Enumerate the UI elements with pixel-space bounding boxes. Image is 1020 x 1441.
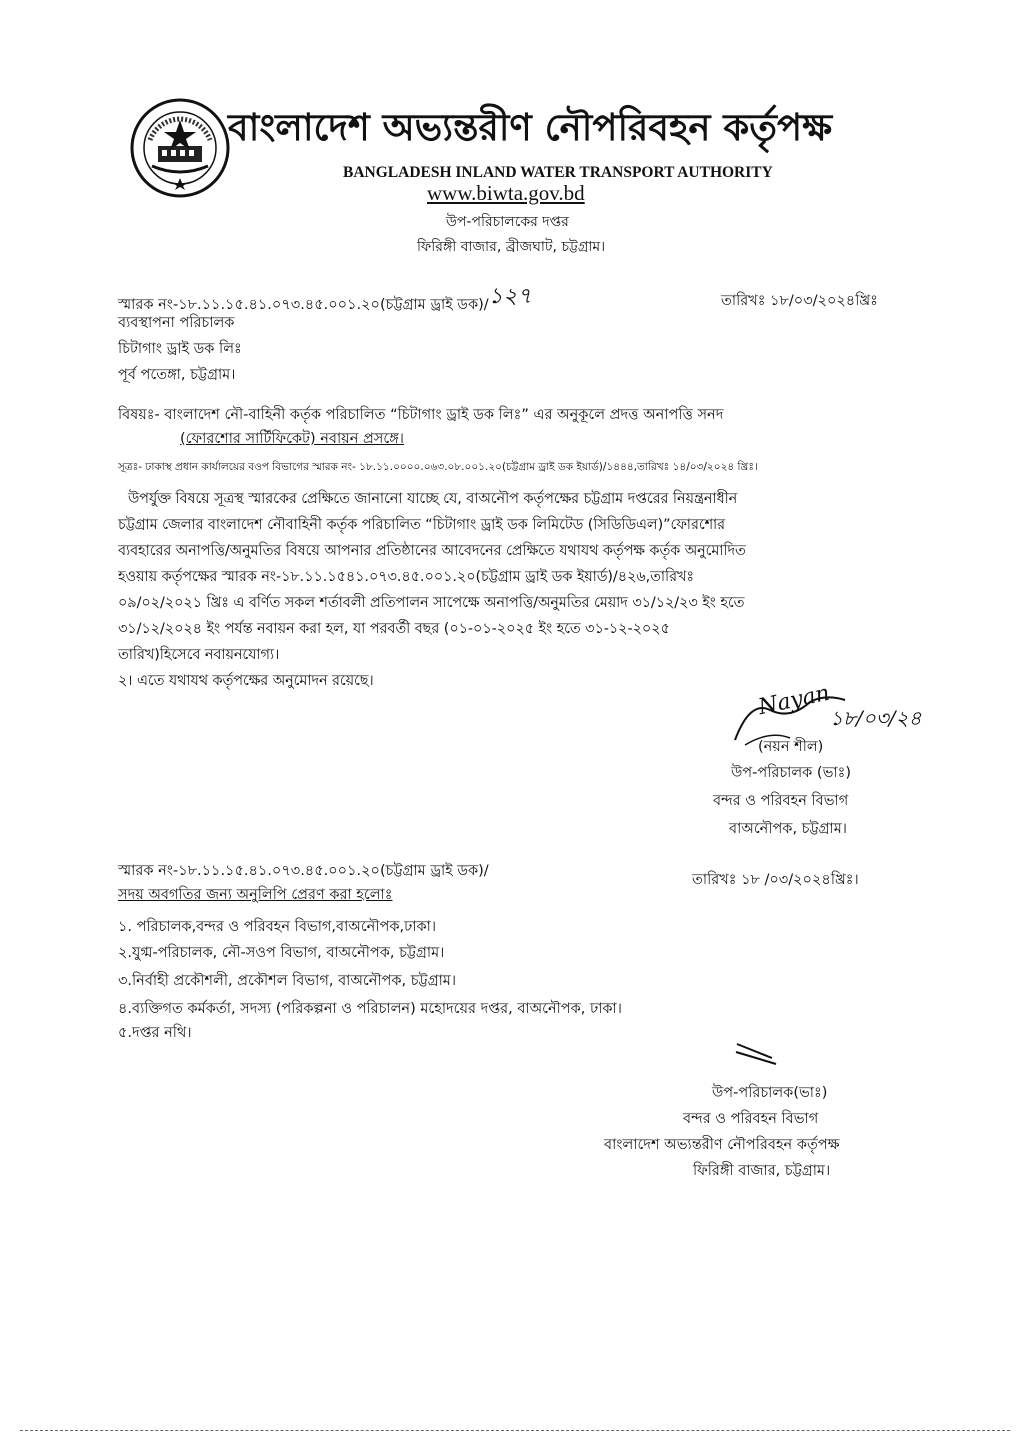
recipient-address: পূর্ব পতেঙ্গা, চট্টগ্রাম।: [118, 367, 236, 383]
org-title-english: BANGLADESH INLAND WATER TRANSPORT AUTHORITY: [343, 164, 773, 181]
signatory-department: বন্দর ও পরিবহন বিভাগ: [713, 793, 849, 809]
memo-date: তারিখঃ ১৮/০৩/২০২৪খ্রিঃ: [721, 293, 878, 309]
signatory2-designation: উপ-পরিচালক(ভাঃ): [712, 1085, 828, 1101]
signatory-name: (নয়ন শীল): [758, 739, 824, 755]
office-name: উপ-পরিচালকের দপ্তর: [446, 214, 569, 230]
signatory2-org: বাংলাদেশ অভ্যন্তরীণ নৌপরিবহন কর্তৃপক্ষ: [604, 1137, 840, 1153]
memo2-reference: স্মারক নং-১৮.১১.১৫.৪১.০৭৩.৪৫.০০১.২০(চট্টগ্রাম ড্রাই ডক)/: [118, 863, 489, 879]
body-line: তারিখ)হিসেবে নবায়নযোগ্য।: [118, 647, 280, 663]
memo2-date: তারিখঃ ১৮ /০৩/২০২৪খ্রিঃ।: [692, 872, 859, 888]
body-line: ৩১/১২/২০২৪ ইং পর্যন্ত নবায়ন করা হল, যা পরবর্তী বছর (০১-০১-২০২৫ ইং হতে ৩১-১২-২০২৫: [118, 621, 670, 637]
copy-item: ৫.দপ্তর নথি।: [118, 1025, 192, 1041]
memo-reference-text: স্মারক নং-১৮.১১.১৫.৪১.০৭৩.৪৫.০০১.২০(চট্টগ্রাম ড্রাই ডক)/: [118, 297, 489, 313]
subject-line-1: বিষয়ঃ- বাংলাদেশ নৌ-বাহিনী কর্তৃক পরিচালিত “চিটাগাং ড্রাই ডক লিঃ” এর অনুকূলে প্রদত্ত অনাপত্তি সনদ: [118, 407, 724, 423]
body-line: ব্যবহারের অনাপত্তি/অনুমতির বিষয়ে আপনার প্রতিষ্ঠানের আবেদনের প্রেক্ষিতে যথাযথ কর্তৃপক্ষ কর্তৃক অনুমোদিত: [118, 543, 746, 559]
letter-body: [118, 486, 904, 694]
copy-item: ৩.নির্বাহী প্রকৌশলী, প্রকৌশল বিভাগ, বাঅনৌপক, চট্টগ্রাম।: [118, 973, 457, 989]
copy-item: ৪.ব্যক্তিগত কর্মকর্তা, সদস্য (পরিকল্পনা ও পরিচালন) মহোদয়ের দপ্তর, বাঅনৌপক, ঢাকা।: [118, 1001, 622, 1017]
copy-item: ১. পরিচালক,বন্দর ও পরিবহন বিভাগ,বাঅনৌপক,ঢাকা।: [118, 919, 437, 935]
page-bottom-divider: [20, 1430, 1010, 1431]
subject-line-2: (ফোরশোর সার্টিফিকেট) নবায়ন প্রসঙ্গে।: [180, 431, 404, 447]
signature-handwritten: Nayan: [756, 680, 832, 721]
website-link[interactable]: www.biwta.gov.bd: [427, 181, 585, 205]
biwta-logo: [130, 98, 230, 198]
source-reference: সূত্রঃ- ঢাকাস্থ প্রধান কার্যালয়ের বওপ বিভাগের স্মারক নং- ১৮.১১.০০০০.০৬৩.০৮.০০১.২০(চট্টগ্রাম ড্রাই ডক ইয়ার্ড)/১৪৪৪,তারিখঃ ১৪/০৩/২০২৪ খ্রিঃ।: [118, 461, 758, 473]
signature-date-handwritten: ১৮/০৩/২৪: [830, 706, 922, 730]
body-point-2: ২। এতে যথাযথ কর্তৃপক্ষের অনুমোদন রয়েছে।: [118, 673, 374, 689]
body-line: ০৯/০২/২০২১ খ্রিঃ এ বর্ণিত সকল শর্তাবলী প্রতিপালন সাপেক্ষে অনাপত্তি/অনুমতির মেয়াদ ৩১/১২/২৩ ইং হতে: [118, 595, 745, 611]
signatory-designation: উপ-পরিচালক (ভাঃ): [731, 765, 851, 781]
memo-number-handwritten: ১২৭: [488, 284, 532, 309]
body-line: হওয়ায় কর্তৃপক্ষের স্মারক নং-১৮.১১.১৫৪১.০৭৩.৪৫.০০১.২০(চট্টগ্রাম ড্রাই ডক ইয়ার্ড)/৪২৬,তারিখঃ: [118, 569, 694, 585]
recipient-company: চিটাগাং ড্রাই ডক লিঃ: [118, 341, 242, 357]
body-line: চট্টগ্রাম জেলার বাংলাদেশ নৌবাহিনী কর্তৃক পরিচালিত “চিটাগাং ড্রাই ডক লিমিটেড (সিডিডিএল)”ফোরশোর: [118, 517, 726, 533]
body-line: উপর্যুক্ত বিষয়ে সূত্রস্থ স্মারকের প্রেক্ষিতে জানানো যাচ্ছে যে, বাঅনৌপ কর্তৃপক্ষের চট্টগ্রাম দপ্তরের নিয়ন্ত্রনাধীন: [128, 491, 738, 507]
recipient-designation: ব্যবস্থাপনা পরিচালক: [118, 315, 235, 331]
signatory2-department: বন্দর ও পরিবহন বিভাগ: [683, 1111, 819, 1127]
signatory2-address: ফিরিঙ্গী বাজার, চট্টগ্রাম।: [693, 1163, 831, 1179]
office-address: ফিরিঙ্গী বাজার, ব্রীজঘাট, চট্টগ্রাম।: [417, 239, 606, 255]
org-title-bangla: বাংলাদেশ অভ্যন্তরীণ নৌপরিবহন কর্তৃপক্ষ: [228, 106, 833, 149]
copy-item: ২.যুগ্ম-পরিচালক, নৌ-সওপ বিভাগ, বাঅনৌপক, চট্টগ্রাম।: [118, 945, 445, 961]
initial-mark-icon: [732, 1038, 782, 1068]
signatory-office: বাঅনৌপক, চট্টগ্রাম।: [729, 821, 847, 837]
copy-heading: সদয় অবগতির জন্য অনুলিপি প্রেরণ করা হলোঃ: [118, 887, 393, 903]
